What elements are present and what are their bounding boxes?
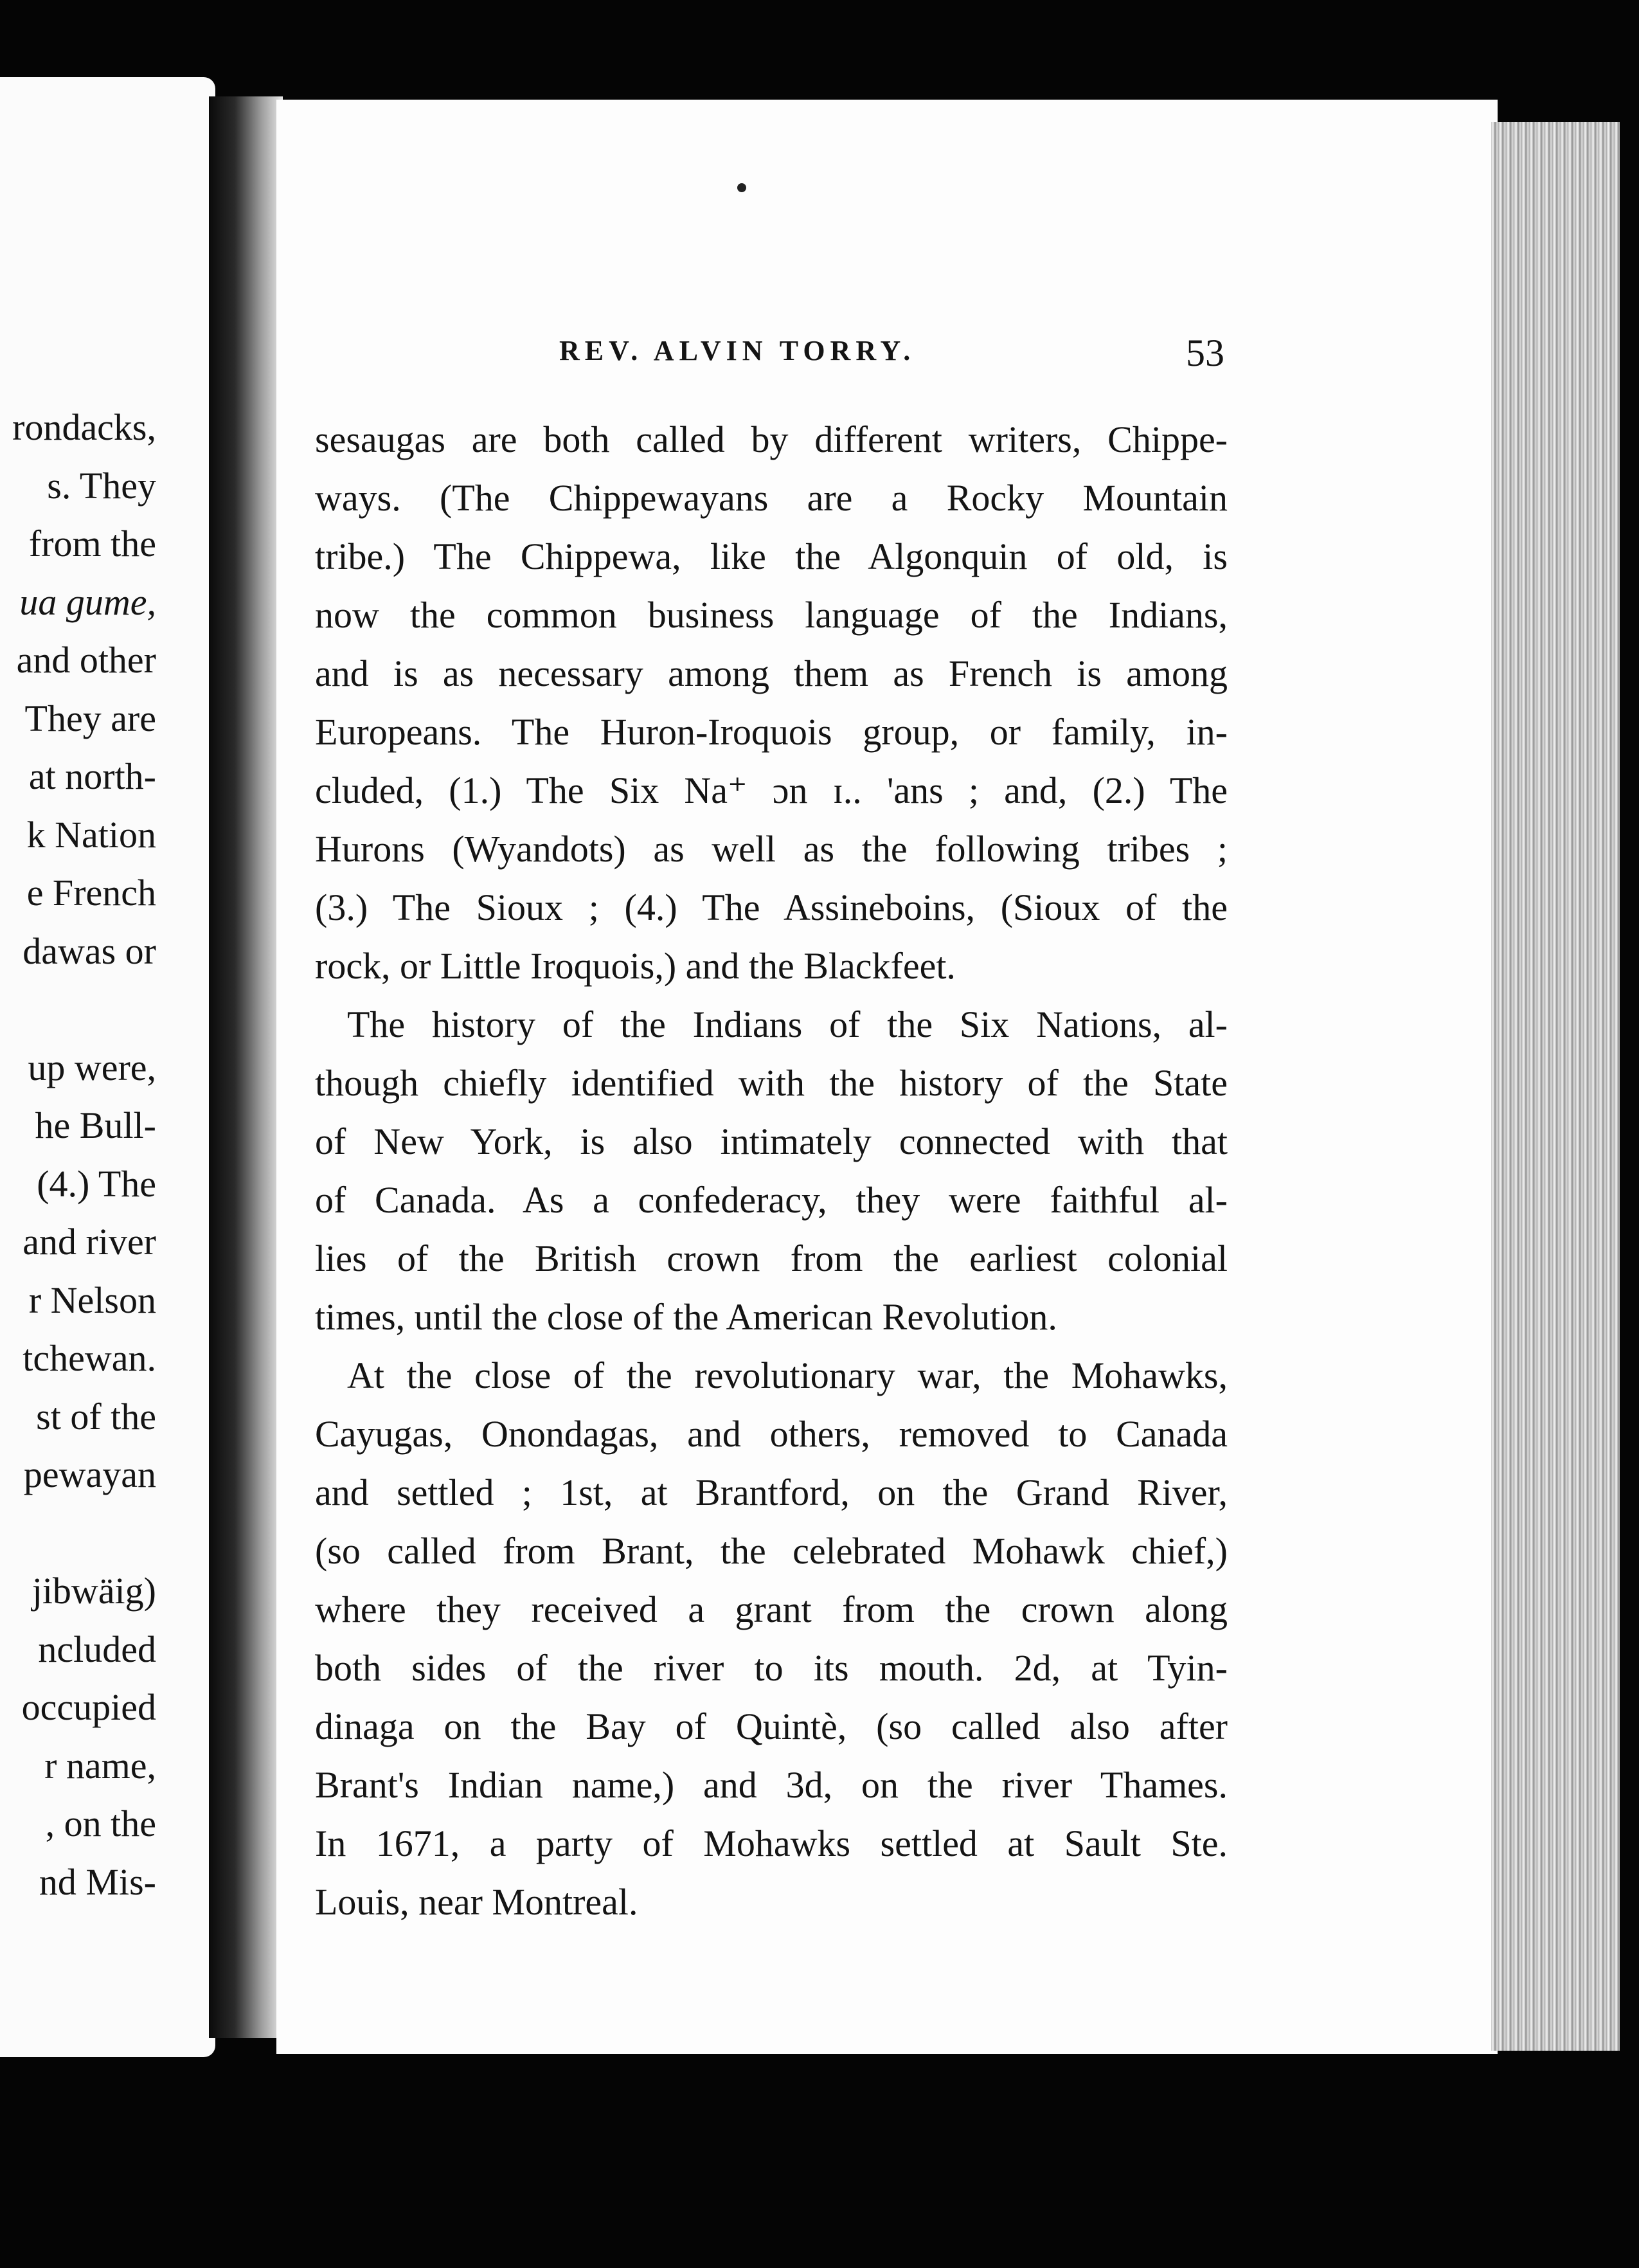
page-edges <box>1491 122 1620 2051</box>
left-page-line: from the <box>28 523 156 564</box>
ink-speck <box>737 183 746 192</box>
left-page-line: he Bull- <box>35 1104 156 1146</box>
text-line: In 1671, a party of Mohawks settled at Sault Ste. <box>315 1823 1228 1864</box>
left-page-line: occupied <box>21 1686 156 1728</box>
text-line: times, until the close of the American Revolution. <box>315 1296 1057 1338</box>
left-page-text <box>0 399 156 1911</box>
book-gutter <box>209 96 283 2038</box>
text-line: tribe.) The Chippewa, like the Algonquin of old, is <box>315 536 1228 577</box>
left-page-line: They are <box>24 697 156 739</box>
text-line: The history of the Indians of the Six Nations, al- <box>347 1004 1228 1045</box>
text-line: (3.) The Sioux ; (4.) The Assineboins, (Sioux of the <box>315 887 1228 928</box>
left-page-line: tchewan. <box>22 1337 156 1379</box>
text-line: Louis, near Montreal. <box>315 1881 638 1923</box>
left-page-line: r Nelson <box>28 1279 156 1321</box>
left-page-line: pewayan <box>23 1454 156 1495</box>
text-line: both sides of the river to its mouth. 2d, at Tyin- <box>315 1647 1228 1689</box>
text-line: of New York, is also intimately connected with that <box>315 1120 1228 1162</box>
page-number: 53 <box>1186 332 1224 374</box>
paragraph-2 <box>315 995 1228 1346</box>
text-line: cluded, (1.) The Six Na⁺ ɔn ɪ.. 'ans ; and, (2.) The <box>315 770 1228 811</box>
left-page-line: at north- <box>28 755 156 797</box>
left-page-line: rondacks, <box>12 406 156 448</box>
text-line: ways. (The Chippewayans are a Rocky Mountain <box>315 477 1228 519</box>
left-page-line: k Nation <box>26 813 156 856</box>
left-page-line: jibwäig) <box>31 1570 156 1612</box>
left-page-line: ncluded <box>38 1628 156 1670</box>
text-line: Brant's Indian name,) and 3d, on the river Thames. <box>315 1764 1228 1806</box>
text-line: (so called from Brant, the celebrated Mohawk chief,) <box>315 1530 1228 1572</box>
body-text <box>315 410 1228 1931</box>
text-line: though chiefly identified with the history of the State <box>315 1062 1228 1104</box>
text-line: of Canada. As a confederacy, they were faithful al- <box>315 1179 1228 1221</box>
text-line: Cayugas, Onondagas, and others, removed to Canada <box>315 1413 1228 1455</box>
text-line: and settled ; 1st, at Brantford, on the Grand River, <box>315 1472 1228 1513</box>
left-page-line: and river <box>22 1221 156 1263</box>
text-line: now the common business language of the Indians, <box>315 594 1228 636</box>
paragraph-3 <box>315 1346 1228 1931</box>
left-facing-page <box>0 77 215 2057</box>
text-line: dinaga on the Bay of Quintè, (so called also after <box>315 1706 1228 1747</box>
left-page-line: (4.) The <box>37 1162 156 1205</box>
paragraph-1 <box>315 410 1228 995</box>
left-page-line: st of the <box>36 1395 156 1437</box>
text-line: sesaugas are both called by different writers, Chippe- <box>315 419 1228 460</box>
text-line: rock, or Little Iroquois,) and the Blackfeet. <box>315 945 956 987</box>
text-line: where they received a grant from the crown along <box>315 1589 1228 1630</box>
left-page-line: and other <box>16 639 156 681</box>
left-page-line: nd Mis- <box>39 1860 156 1903</box>
text-line: At the close of the revolutionary war, the Mohawks, <box>347 1354 1228 1396</box>
left-page-line <box>0 1504 156 1563</box>
left-page-line: up were, <box>28 1046 156 1088</box>
left-page-line: ua gume, <box>19 580 156 623</box>
left-page-line <box>0 980 156 1039</box>
left-page-line: dawas or <box>22 930 156 972</box>
left-page-line: e French <box>26 872 156 914</box>
left-page-line: , on the <box>45 1803 156 1844</box>
text-line: Europeans. The Huron-Iroquois group, or family, in- <box>315 711 1228 753</box>
running-head: REV. ALVIN TORRY. <box>559 335 916 366</box>
text-line: and is as necessary among them as French is among <box>315 652 1228 694</box>
left-page-line: r name, <box>44 1744 156 1787</box>
text-line: Hurons (Wyandots) as well as the following tribes ; <box>315 828 1228 870</box>
text-line: lies of the British crown from the earliest colonial <box>315 1238 1228 1279</box>
left-page-line: s. They <box>47 464 156 507</box>
